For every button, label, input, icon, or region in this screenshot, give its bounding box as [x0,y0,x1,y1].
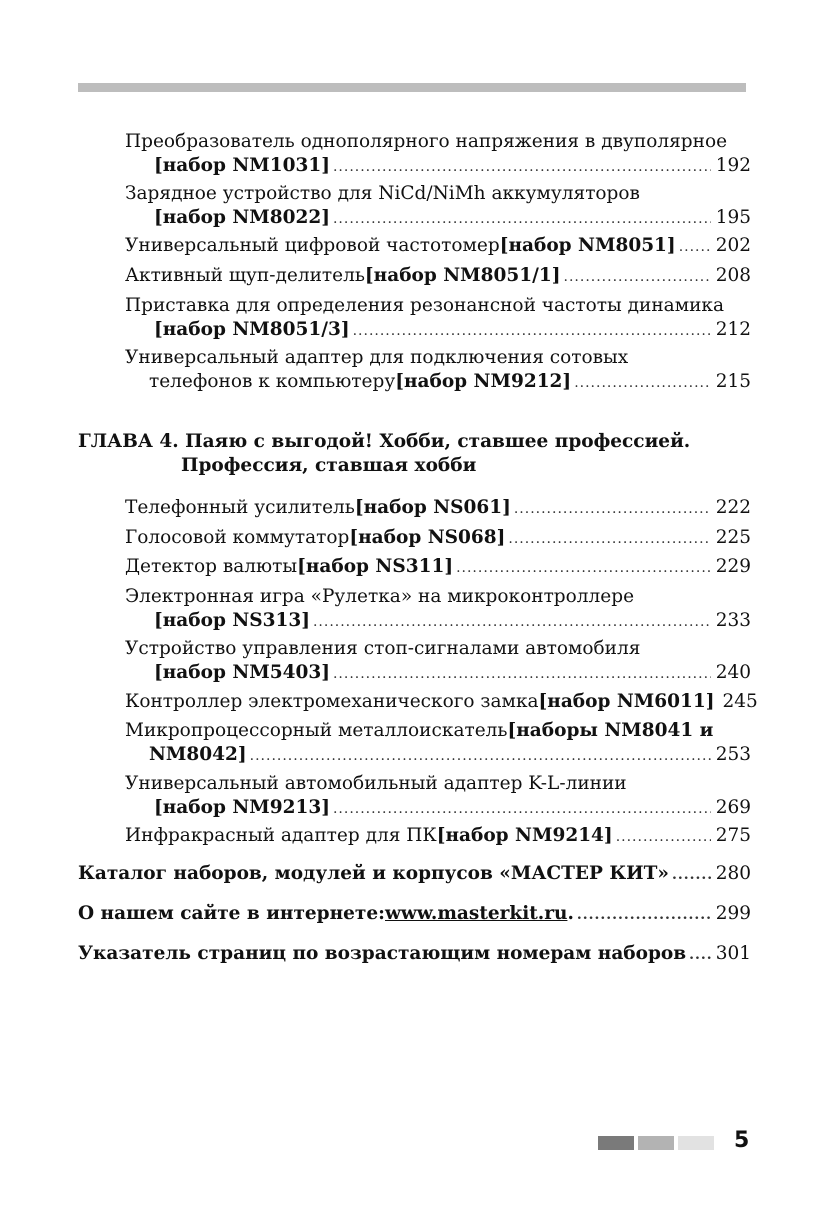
entry-title: Универсальный адаптер для подключения сотовых [125,347,629,368]
page-number: 192 [715,155,751,176]
leader-dots [514,497,711,521]
toc-entry[interactable] [125,772,751,821]
page-number: 233 [715,610,751,631]
entry-title: Каталог наборов, модулей и корпусов «МАСТЕР КИТ» [78,863,669,884]
entry-title: Преобразователь однополярного напряжения в двуполярное [125,131,728,152]
footer-bar-dark [598,1136,634,1150]
entry-title-cont: телефонов к компьютеру [149,371,396,392]
page-number: 301 [715,943,751,964]
leader-dots [679,235,711,259]
page-number: 215 [715,371,751,392]
toc-entry[interactable] [125,690,758,715]
page-number: 222 [715,497,751,518]
kit-code: [набор NM8051/3] [154,319,350,340]
kit-code: [наборы NM8041 и [507,720,714,741]
page-number: 275 [715,825,751,846]
toc-entry[interactable] [125,130,751,179]
leader-dots [333,155,711,179]
kit-code: [набор NS068] [349,527,506,548]
leader-dots [333,207,711,231]
toc-entry[interactable] [125,182,751,231]
footer-decoration [598,1134,714,1151]
toc-entry[interactable] [125,719,751,768]
entry-title: Инфракрасный адаптер для ПК [125,825,437,846]
page-number: 202 [715,235,751,256]
footer-bar-mid [638,1136,674,1150]
kit-code-cont: NM8042] [149,744,247,765]
leader-dots [689,943,711,967]
page-number: 195 [715,207,751,228]
toc-entry-website[interactable] [78,902,751,927]
toc-entry-catalog[interactable] [78,862,751,887]
kit-code: [набор NM5403] [154,662,330,683]
leader-dots [333,662,711,686]
entry-title: Микропроцессорный металлоискатель [125,720,508,741]
page-number: 208 [715,265,751,286]
leader-dots [577,903,711,927]
page-number: 280 [715,863,751,884]
chapter-title-line2: Профессия, ставшая хобби [181,455,477,476]
kit-code: [набор NM9212] [395,371,572,392]
entry-title-end: . [567,903,574,924]
leader-dots [616,825,711,849]
toc-entry[interactable] [125,824,751,849]
entry-title: Телефонный усилитель [125,497,355,518]
toc-entry[interactable] [125,526,751,551]
entry-title: Зарядное устройство для NiCd/NiMh аккумуляторов [125,183,640,204]
kit-code: [набор NM9213] [154,797,330,818]
entry-title: Приставка для определения резонансной частоты динамика [125,295,725,316]
kit-code: [набор NM8051] [499,235,676,256]
top-rule [78,83,746,92]
toc-entry[interactable] [125,234,751,259]
toc-entry[interactable] [125,346,751,395]
kit-code: [набор NM8051/1] [364,265,561,286]
page-number: 299 [715,903,751,924]
leader-dots [564,265,711,289]
kit-code: [набор NS313] [154,610,310,631]
kit-code: [набор NS311] [297,556,454,577]
toc-entry[interactable] [125,555,751,580]
entry-title: Устройство управления стоп-сигналами автомобиля [125,638,641,659]
kit-code: [набор NM6011] [538,691,715,712]
toc-entry[interactable] [125,585,751,634]
kit-code: [набор NM8022] [154,207,330,228]
kit-code: [набор NM9214] [436,825,613,846]
leader-dots [574,371,711,395]
kit-code: [набор NS061] [354,497,511,518]
entry-title: Детектор валюты [125,556,298,577]
leader-dots [333,797,711,821]
footer-page-number: 5 [734,1128,750,1153]
page-number: 253 [715,744,751,765]
page-number: 245 [722,691,758,712]
toc-entry-index[interactable] [78,942,751,967]
leader-dots [313,610,711,634]
chapter-heading[interactable] [78,430,758,478]
toc-entry[interactable] [125,294,751,343]
page-number: 240 [715,662,751,683]
toc-entry[interactable] [125,496,751,521]
page-number: 225 [715,527,751,548]
leader-dots [250,744,711,768]
page-number: 212 [715,319,751,340]
entry-title: Универсальный автомобильный адаптер K-L-линии [125,773,627,794]
page-number: 269 [715,797,751,818]
entry-title: Указатель страниц по возрастающим номерам наборов [78,943,687,964]
footer-bar-light [678,1136,714,1150]
toc-entry[interactable] [125,264,751,289]
entry-title: Голосовой коммутатор [125,527,350,548]
entry-title: О нашем сайте в интернете: [78,903,385,924]
entry-title: Активный щуп-делитель [125,265,365,286]
page-number: 229 [715,556,751,577]
kit-code: [набор NM1031] [154,155,330,176]
chapter-title-line1: ГЛАВА 4. Паяю с выгодой! Хобби, ставшее профессией. [78,431,691,452]
leader-dots [456,556,711,580]
leader-dots [508,527,710,551]
toc-entry[interactable] [125,637,751,686]
website-link[interactable]: www.masterkit.ru [385,903,568,924]
entry-title: Контроллер электромеханического замка [125,691,539,712]
entry-title: Универсальный цифровой частотомер [125,235,500,256]
leader-dots [672,863,711,887]
entry-title: Электронная игра «Рулетка» на микроконтроллере [125,586,635,607]
leader-dots [353,319,711,343]
